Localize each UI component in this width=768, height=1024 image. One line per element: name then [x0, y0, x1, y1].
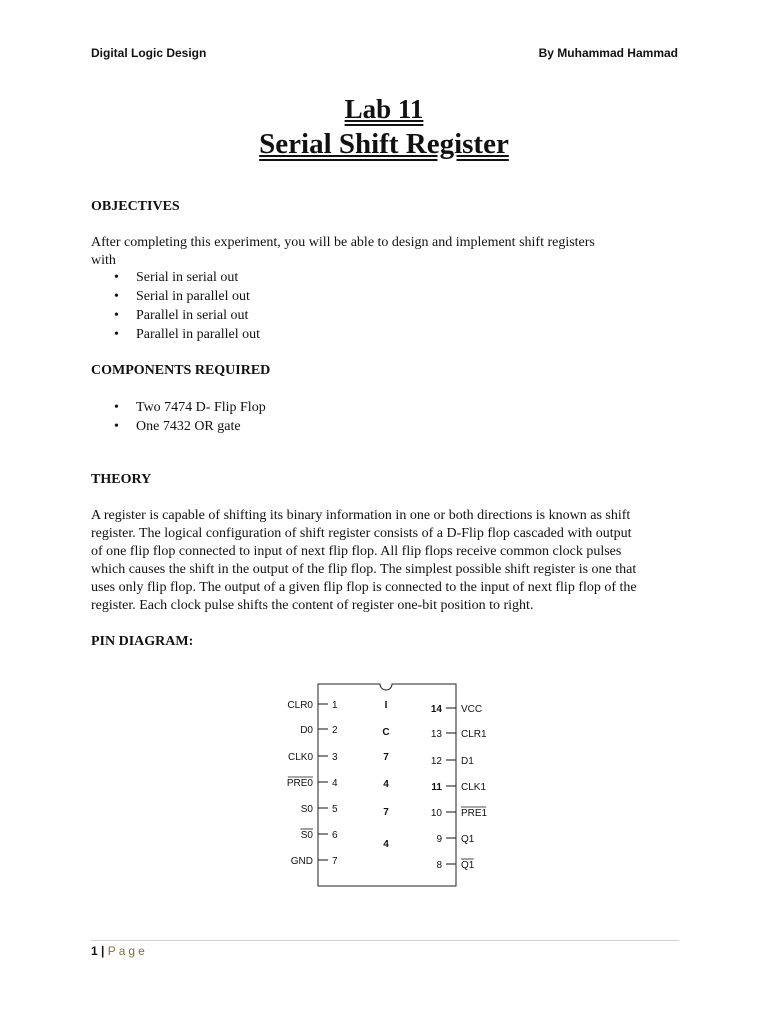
theory-line: register. Each clock pulse shifts the content of register one-bit position to right.: [91, 598, 534, 613]
pin-number: 14: [430, 704, 442, 715]
theory-line: uses only flip flop. The output of a given flip flop is connected to the input of next flip flop of the: [91, 580, 637, 595]
pin-label: Q1: [461, 860, 475, 871]
list-item: • Serial in parallel out: [112, 287, 260, 306]
pin-number: 7: [332, 856, 338, 867]
lab-main-title: Serial Shift Register: [259, 128, 509, 160]
pin-number: 8: [436, 860, 442, 871]
components-heading: COMPONENTS REQUIRED: [91, 363, 271, 378]
objectives-intro-line-2: with: [91, 253, 116, 268]
theory-line: A register is capable of shifting its binary information in one or both directions is known as shift: [91, 508, 631, 523]
pin-number: 1: [332, 700, 338, 711]
pin-number: 4: [332, 778, 338, 789]
objectives-intro-line-1: After completing this experiment, you will be able to design and implement shift registers: [91, 235, 595, 250]
pin-label: CLK0: [287, 752, 313, 763]
pin-label: S0: [300, 804, 313, 815]
pin-label: D0: [300, 725, 313, 736]
chip-marking-char: 7: [383, 807, 389, 818]
pin-diagram-heading: PIN DIAGRAM:: [91, 634, 194, 649]
pin-label: CLR1: [461, 729, 487, 740]
chip-marking: [382, 700, 389, 850]
list-item: • Two 7474 D- Flip Flop: [112, 398, 266, 417]
footer-divider: [91, 940, 679, 941]
pin-number: 3: [332, 752, 338, 763]
chip-marking-char: 7: [383, 752, 389, 763]
pin-number: 9: [436, 834, 442, 845]
list-item: • Parallel in serial out: [112, 306, 260, 325]
theory-line: register. The logical configuration of shift register consists of a D-Flip flop cascaded with output: [91, 526, 632, 541]
theory-line: which causes the shift in the output of the flip flop. The simplest possible shift register is one that: [91, 562, 637, 577]
pin-label: PRE1: [461, 808, 488, 819]
list-item: • Parallel in parallel out: [112, 325, 260, 344]
lab-number-title: Lab 11: [344, 94, 424, 124]
chip-marking-char: 4: [383, 839, 389, 850]
header-author: By Muhammad Hammad: [538, 46, 678, 60]
pin-label: PRE0: [286, 778, 313, 789]
objectives-heading: OBJECTIVES: [91, 199, 180, 214]
page-number: 1: [91, 944, 98, 958]
pin-label: GND: [290, 856, 313, 867]
pin-label: Q1: [461, 834, 475, 845]
pin-number: 2: [332, 725, 338, 736]
pin-number: 5: [332, 804, 338, 815]
pin-label: D1: [461, 756, 474, 767]
pin-label: CLK1: [461, 782, 487, 793]
chip-marking-char: C: [382, 727, 390, 738]
pin-number: 11: [431, 782, 442, 793]
page-label: Page: [107, 944, 148, 958]
pin-number: 12: [430, 756, 442, 767]
page-footer: [91, 944, 148, 958]
pin-number: 13: [430, 729, 442, 740]
pin-number: 6: [332, 830, 338, 841]
pin-number: 10: [430, 808, 442, 819]
pin-label: S0: [300, 830, 313, 841]
chip-marking-char: 4: [383, 779, 389, 790]
header-course-title: Digital Logic Design: [91, 46, 207, 60]
pin-label: CLR0: [287, 700, 313, 711]
left-pin-group: [287, 700, 338, 867]
chip-marking-char: I: [384, 700, 388, 711]
theory-heading: THEORY: [91, 472, 152, 487]
theory-line: of one flip flop connected to input of next flip flop. All flip flops receive common clock pulses: [91, 544, 622, 559]
list-item: • One 7432 OR gate: [112, 417, 266, 436]
footer-separator: |: [101, 944, 105, 958]
list-item: • Serial in serial out: [112, 268, 260, 287]
right-pin-group: [431, 704, 488, 871]
pin-label: VCC: [461, 704, 483, 715]
